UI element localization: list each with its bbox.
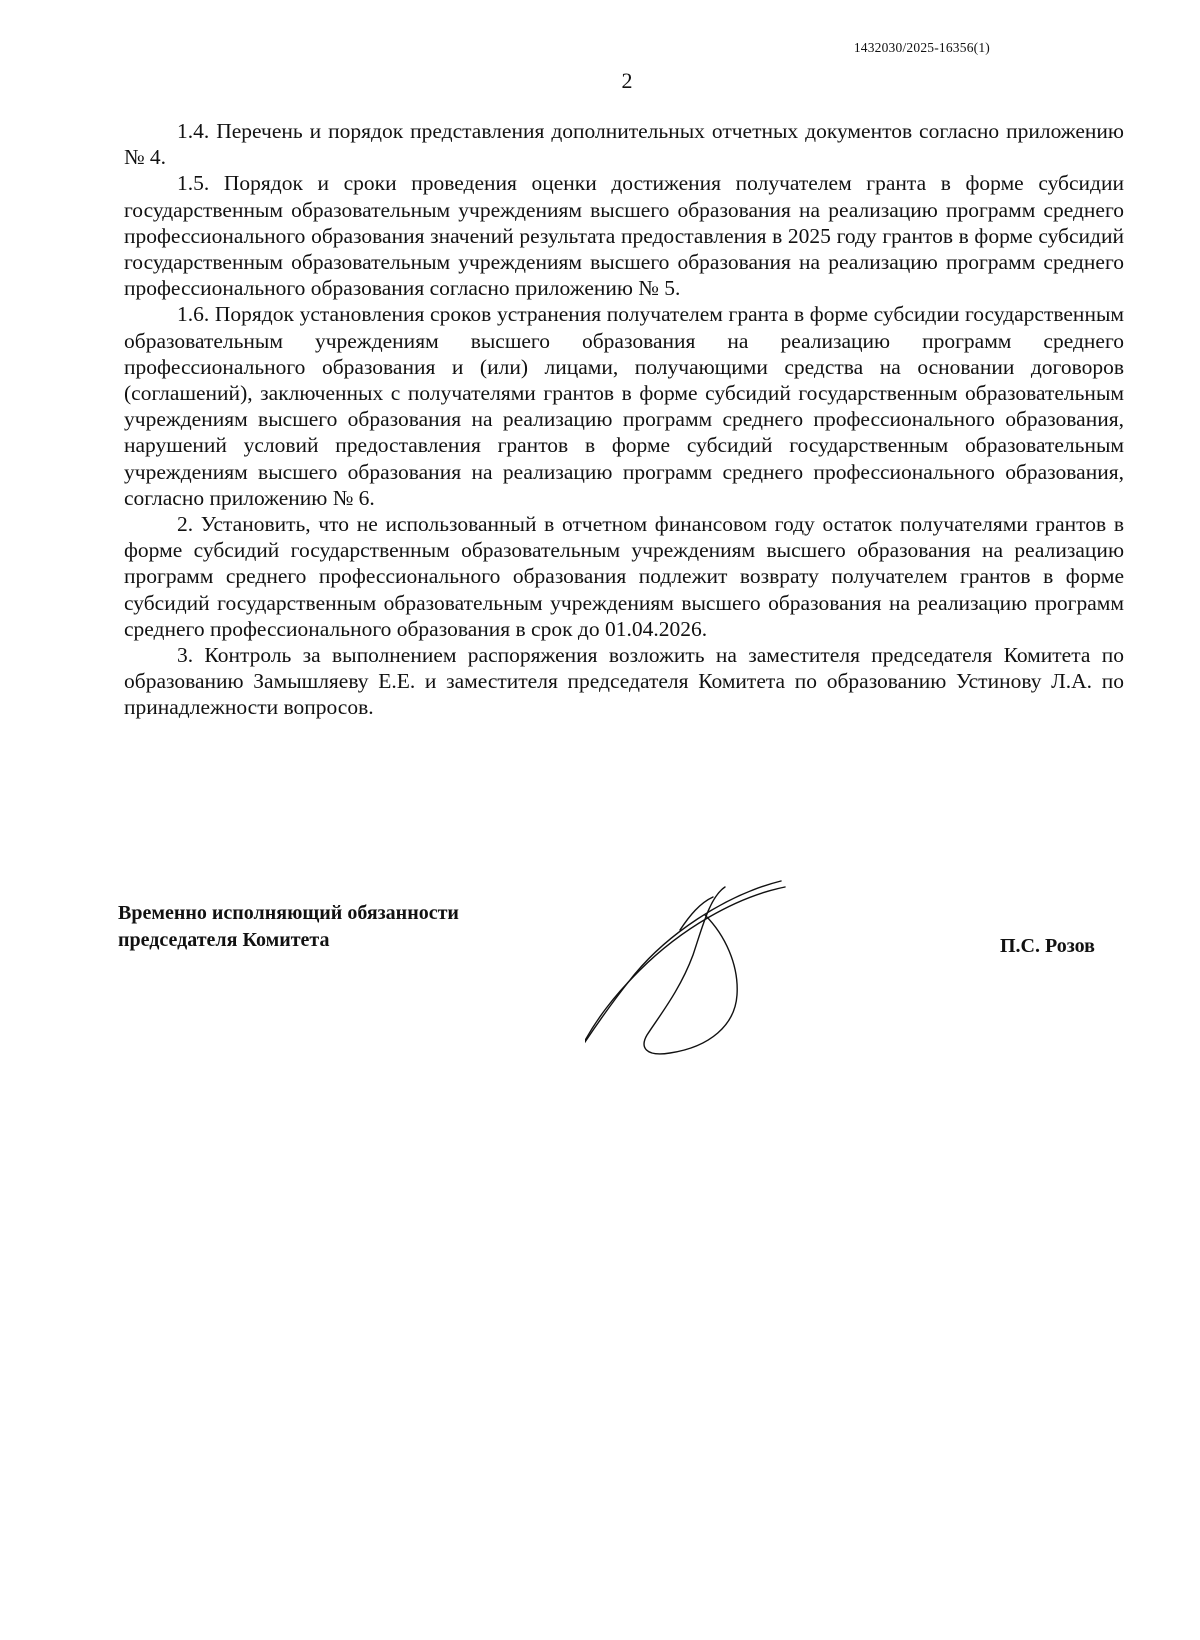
page-number: 2 — [621, 68, 633, 93]
document-registration-number: 1432030/2025-16356(1) — [853, 40, 990, 55]
handwritten-signature — [585, 875, 835, 1065]
paragraph-2: 2. Установить, что не использованный в отчетном финансовом году остаток получателями грантов в форме субсидий государственным образовательным учреждениям высшего образования на реализацию программ среднего профессионального образования подлежит возврату получателем грантов в форме субсидий государственным образовательным учреждениям высшего образования на реализацию программ среднего профессионального образования в срок до 01.04.2026. — [124, 512, 1124, 641]
paragraph-1-4: 1.4. Перечень и порядок представления дополнительных отчетных документов согласно приложению № 4. — [124, 119, 1124, 170]
signatory-name: П.С. Розов — [1000, 935, 1095, 957]
paragraph-1-6: 1.6. Порядок установления сроков устранения получателем гранта в форме субсидии государственным образовательным учреждениям высшего образования на реализацию программ среднего профессионального образования и (или) лицами, получающими средства на основании договоров (соглашений), заключенных с получателями грантов в форме субсидий государственным образовательным учреждениям высшего образования на реализацию программ среднего профессионального образования, нарушений условий предоставления грантов в форме субсидий государственным образовательным учреждениям высшего образования на реализацию программ среднего профессионального образования, согласно приложению № 6. — [124, 302, 1124, 510]
paragraph-3: 3. Контроль за выполнением распоряжения возложить на заместителя председателя Комитета по образованию Замышляеву Е.Е. и заместителя председателя Комитета по образованию Устинову Л.А. по принадлежности вопросов. — [124, 643, 1124, 720]
signature-stroke-3 — [644, 887, 737, 1054]
signature-stroke-2 — [585, 881, 781, 1045]
signature-stroke-1 — [585, 887, 785, 1050]
signatory-position-line-2: председателя Комитета — [118, 929, 330, 951]
signatory-position-line-1: Временно исполняющий обязанности — [118, 902, 459, 924]
signatory-position — [118, 900, 459, 954]
paragraph-1-5: 1.5. Порядок и сроки проведения оценки достижения получателем гранта в форме субсидии государственным образовательным учреждениям высшего образования на реализацию программ среднего профессионального образования значений результата предоставления в 2025 году грантов в форме субсидий государственным образовательным учреждениям высшего образования на реализацию программ среднего профессионального образования согласно приложению № 5. — [124, 171, 1124, 301]
document-body — [124, 118, 1124, 721]
